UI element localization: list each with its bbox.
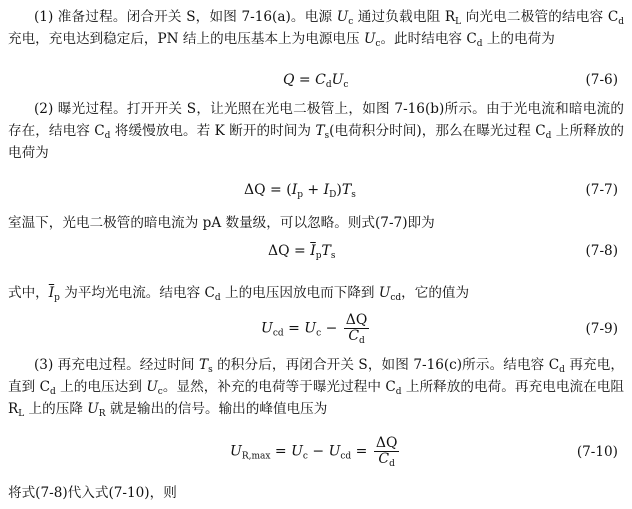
paragraph-preparation: (1) 准备过程。闭合开关 S，如图 7-16(a)。电源 $U_c$ 通过负载电阻 $R_L$ 向光电二极管的结电容 $C_d$ 充电，充电达到稳定后，PN 结上的电压基本上为电源电压 $U_c$。此时结电容 $C_d$ 上的电荷为 — [8, 9, 625, 49]
equation-7-10: $U_{R,max} = U_c - U_{cd}$ = $\frac{\Delta Q}{C_d}$ (7-10) — [230, 435, 618, 469]
equation-7-8: $\Delta Q = \overline{I}_pT_s$ (7-8) — [268, 243, 618, 261]
equation-number: (7-6) — [585, 72, 618, 88]
fraction-delta-q-over-cd: $\frac{\Delta Q}{C_d}$ — [375, 435, 398, 469]
equation-number: (7-8) — [585, 243, 618, 259]
paragraph-substitute: 将式(7-8)代入式(7-10)，则 — [8, 485, 177, 501]
equation-number: (7-7) — [585, 182, 618, 198]
equation-number: (7-10) — [576, 444, 618, 460]
paragraph-room-temp: 室温下，光电二极管的暗电流为 pA 数量级，可以忽略。则式(7-7)即为 — [8, 215, 435, 231]
equation-7-9: $U_{cd} = U_c$ − $\frac{\Delta Q}{C_d}$ (7-9) — [261, 312, 618, 346]
equation-7-6: $Q = C_dU_c$ (7-6) — [283, 72, 618, 90]
equation-7-7: $\Delta Q = (I_p + I_D)T_s$ (7-7) — [244, 182, 618, 200]
paragraph-recharge: (3) 再充电过程。经过时间 $T_s$ 的积分后，再闭合开关 S，如图 7-16(c)所示。结电容 $C_d$ 再充电，直到 $C_d$ 上的电压达到 $U_c$。显然，补充的电荷等于曝光过程中 $C_d$ 上所释放的电荷。再充电电流在电阻 $R_L$ 上的压降 $U_R$ 就是输出的信号。输出的峰值电压为 — [8, 357, 625, 419]
equation-number: (7-9) — [585, 321, 618, 337]
paragraph-average-current: 式中，$\overline{I}_p$ 为平均光电流。结电容 $C_d$ 上的电压因放电而下降到 $U_{cd}$，它的值为 — [8, 285, 470, 303]
paragraph-exposure: (2) 曝光过程。打开开关 S，让光照在光电二极管上，如图 7-16(b)所示。由于光电流和暗电流的存在，结电容 $C_d$ 将缓慢放电。若 K 断开的时间为 $T_s$(电荷积分时间)，那么在曝光过程 $C_d$ 上所释放的电荷为 — [8, 101, 624, 161]
fraction-delta-q-over-cd: $\frac{\Delta Q}{C_d}$ — [345, 312, 368, 346]
